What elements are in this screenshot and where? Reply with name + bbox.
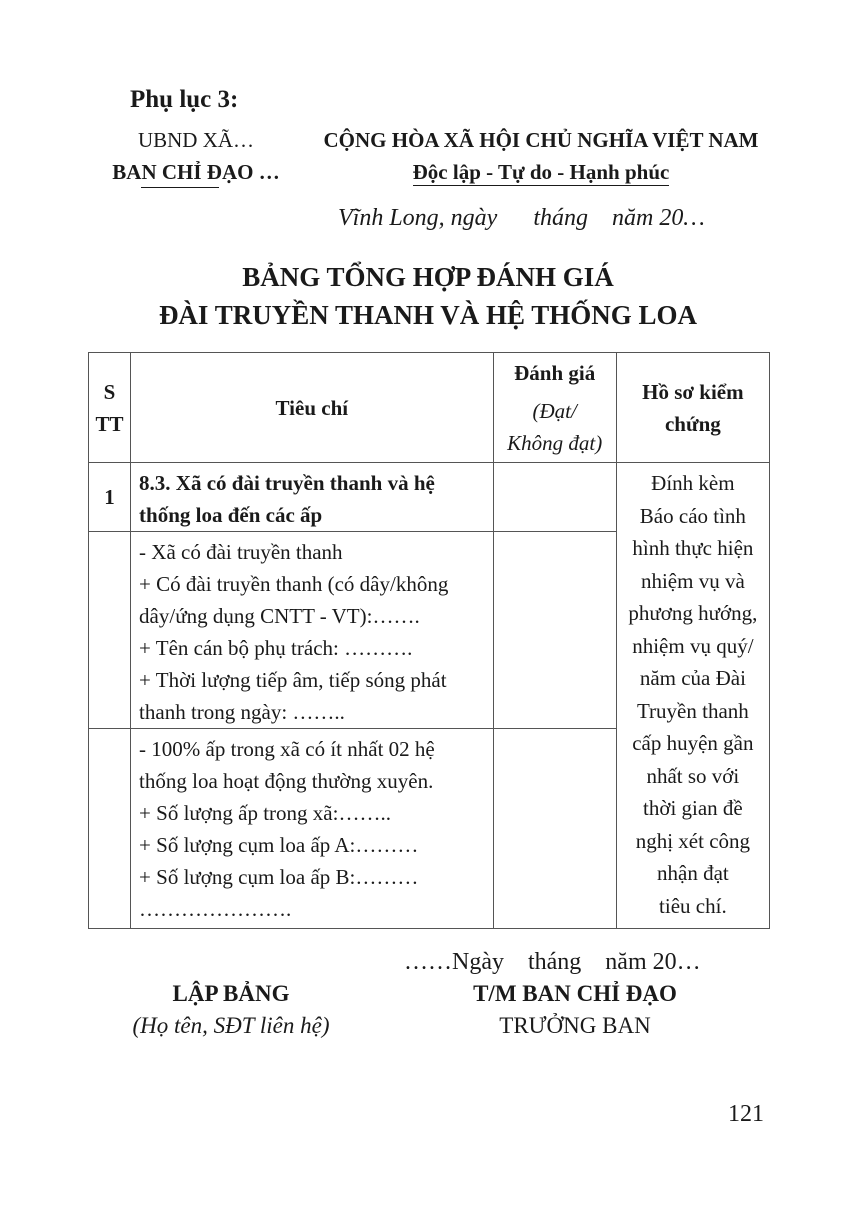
org-underline — [141, 187, 219, 188]
board-title: T/M BAN CHỈ ĐẠO — [473, 981, 677, 1006]
row-criteria — [131, 729, 494, 929]
row-evaluation-cell — [493, 532, 616, 729]
header-stt-line: S — [103, 379, 116, 404]
header-evaluation-sub: (Đạt/ — [532, 398, 577, 423]
evaluation-table — [88, 352, 770, 929]
doc-title-line-2: ĐÀI TRUYỀN THANH VÀ HỆ THỐNG LOA — [158, 300, 698, 330]
org-name: UBND XÃ… — [137, 128, 255, 152]
header-evaluation-label: Đánh giá — [514, 360, 596, 385]
evidence-line: nghị xét công — [635, 828, 751, 853]
evidence-line: nhất so với — [646, 763, 740, 788]
signature-date: ……Ngày tháng năm 20… — [404, 949, 701, 975]
place-date: Vĩnh Long, ngày tháng năm 20… — [338, 205, 705, 231]
header-evaluation — [493, 353, 616, 463]
row-evaluation-cell — [493, 729, 616, 929]
evidence-line: nhiệm vụ và — [640, 568, 745, 593]
header-evidence — [616, 353, 769, 463]
evidence-line: hình thực hiện — [632, 536, 754, 560]
evidence-line: Báo cáo tình — [639, 503, 746, 528]
evidence-line: Truyền thanh — [636, 698, 749, 723]
row-stt — [89, 532, 131, 729]
evidence-line: nhiệm vụ quý/ — [632, 633, 754, 658]
evidence-cell — [616, 463, 769, 929]
board-subtitle: TRƯỞNG BAN — [499, 1013, 651, 1038]
evidence-line: cấp huyện gần — [632, 731, 754, 755]
evidence-line: tiêu chí. — [659, 893, 727, 918]
criteria-line: thống loa đến các ấp — [139, 503, 323, 527]
criteria-line: + Thời lượng tiếp âm, tiếp sóng phát — [139, 668, 447, 692]
evidence-line: Đính kèm — [651, 471, 735, 495]
org-board: BAN CHỈ ĐẠO … — [112, 160, 280, 184]
criteria-line: thanh trong ngày: …….. — [139, 700, 345, 724]
row-evaluation-cell — [493, 463, 616, 532]
header-criteria: Tiêu chí — [131, 353, 494, 463]
criteria-line: dây/ứng dụng CNTT - VT):……. — [139, 604, 420, 628]
criteria-line: 8.3. Xã có đài truyền thanh và hệ — [139, 471, 435, 495]
evidence-line: năm của Đài — [639, 666, 746, 690]
criteria-line: …………………. — [139, 897, 292, 921]
header-stt-line: TT — [95, 411, 124, 436]
appendix-label: Phụ lục 3: — [130, 86, 239, 113]
evidence-line: thời gian đề — [643, 796, 743, 820]
header-evaluation-sub: Không đạt) — [507, 430, 603, 455]
row-criteria — [131, 463, 494, 532]
header-stt — [89, 353, 131, 463]
evidence-line: phương hướng, — [628, 601, 758, 625]
criteria-line: - Xã có đài truyền thanh — [139, 540, 343, 564]
row-stt: 1 — [89, 463, 131, 532]
page-number: 121 — [728, 1101, 764, 1127]
criteria-line: + Có đài truyền thanh (có dây/không — [139, 572, 449, 596]
row-stt — [89, 729, 131, 929]
nation-motto-text: Độc lập - Tự do - Hạnh phúc — [412, 160, 670, 184]
criteria-line: + Số lượng cụm loa ấp B:……… — [139, 865, 419, 889]
header-evidence-line: Hồ sơ kiểm — [642, 379, 744, 404]
table-header-row — [89, 353, 770, 463]
nation-title: CỘNG HÒA XÃ HỘI CHỦ NGHĨA VIỆT NAM — [323, 128, 759, 152]
row-criteria — [131, 532, 494, 729]
maker-subtitle: (Họ tên, SĐT liên hệ) — [132, 1013, 330, 1038]
criteria-line: + Tên cán bộ phụ trách: ………. — [139, 636, 413, 660]
criteria-line: + Số lượng ấp trong xã:…….. — [139, 801, 391, 825]
header-evidence-line: chứng — [664, 411, 721, 436]
criteria-line: + Số lượng cụm loa ấp A:……… — [139, 833, 419, 857]
evidence-line: nhận đạt — [657, 861, 729, 885]
table-row — [89, 463, 770, 532]
doc-title-line-1: BẢNG TỔNG HỢP ĐÁNH GIÁ — [242, 262, 614, 292]
criteria-line: - 100% ấp trong xã có ít nhất 02 hệ — [139, 737, 435, 761]
criteria-line: thống loa hoạt động thường xuyên. — [139, 769, 434, 793]
maker-title: LẬP BẢNG — [172, 981, 290, 1006]
nation-motto — [300, 160, 782, 185]
